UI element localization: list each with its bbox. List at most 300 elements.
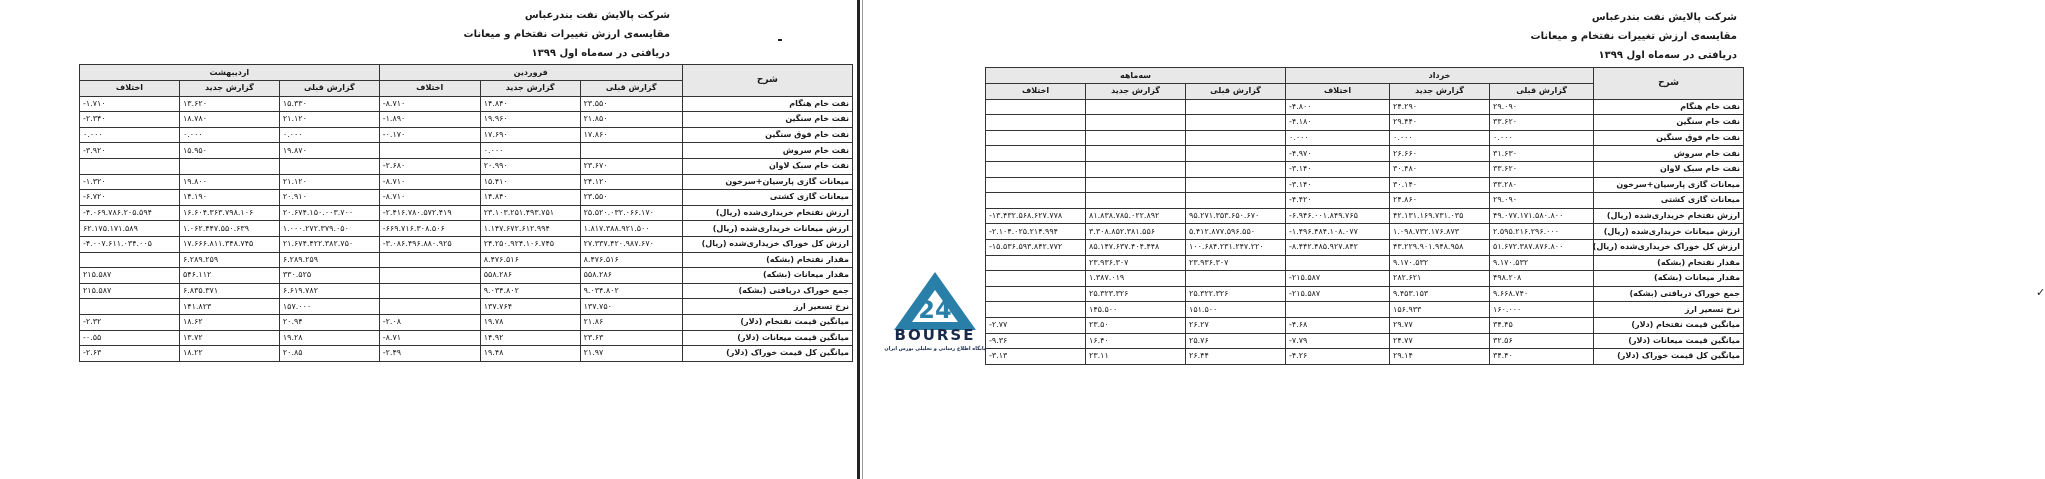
value-cell-diff xyxy=(986,271,1086,287)
value-cell-prev: ۳۲.۵۶ xyxy=(1490,333,1594,349)
table-row xyxy=(986,208,1744,224)
row-label: جمع خوراک دریافتی (بشکه) xyxy=(1594,286,1744,302)
value-cell-new: ۱۳.۶۲۰ xyxy=(179,96,279,112)
value-cell-diff: -۳.۹۲۰ xyxy=(80,143,180,159)
value-cell-prev xyxy=(580,143,682,159)
row-label: نرخ تسعیر ارز xyxy=(682,299,852,315)
row-label: میعانات گازی پارسیان+سرخون xyxy=(1594,177,1744,193)
value-cell-prev: ۲۰.۸۵ xyxy=(279,346,379,362)
value-cell-prev xyxy=(1186,271,1286,287)
value-cell-new: ۰.۰۰۰ xyxy=(1390,130,1490,146)
table-row xyxy=(986,115,1744,131)
comparison-table-right xyxy=(985,67,1744,365)
value-cell-prev: ۲۰.۹۴ xyxy=(279,314,379,330)
value-cell-prev: ۲۹.۰۹۰ xyxy=(1490,193,1594,209)
table-row xyxy=(80,314,853,330)
col-diff-header: اختلاف xyxy=(379,81,480,97)
value-cell-new xyxy=(1086,193,1186,209)
value-cell-new xyxy=(1086,177,1186,193)
value-cell-new: ۱۸.۶۲ xyxy=(179,314,279,330)
table-row xyxy=(986,333,1744,349)
value-cell-new: ۱۳۷.۷۶۴ xyxy=(480,299,580,315)
row-label: میعانات گازی کشتی xyxy=(1594,193,1744,209)
table-row xyxy=(986,146,1744,162)
value-cell-diff: -۸.۷۱۰ xyxy=(379,96,480,112)
value-cell-new xyxy=(1086,130,1186,146)
handwritten-check-mark: ✓ xyxy=(2036,286,2045,299)
value-cell-prev: ۹۵.۲۷۱.۳۵۳.۶۵۰.۶۷۰ xyxy=(1186,208,1286,224)
value-cell-prev: ۲۳.۵۵۰ xyxy=(580,96,682,112)
row-label: میانگین قیمت نفتخام (دلار) xyxy=(682,314,852,330)
bourse24-logo-icon xyxy=(880,268,990,378)
value-cell-new: ۲۹.۱۴ xyxy=(1390,349,1490,365)
value-cell-prev xyxy=(1186,193,1286,209)
value-cell-prev: ۳۳.۶۲۰ xyxy=(1490,115,1594,131)
comparison-table-left xyxy=(79,64,853,362)
value-cell-diff xyxy=(986,99,1086,115)
col-prev-header: گزارش قبلی xyxy=(279,81,379,97)
table-row xyxy=(80,112,853,128)
value-cell-new: ۰.۰۰۰ xyxy=(480,143,580,159)
value-cell-prev: ۳۴.۴۵ xyxy=(1490,317,1594,333)
value-cell-diff: -۲.۶۸۰ xyxy=(379,158,480,174)
value-cell-diff: -۳.۰۸۶.۴۹۶.۸۸۰.۹۲۵ xyxy=(379,236,480,252)
logo-wordmark: BOURSE xyxy=(894,326,976,344)
row-label: نفت خام سروش xyxy=(682,143,852,159)
value-cell-new: ۸۵.۱۴۷.۶۳۷.۴۰۴.۴۴۸ xyxy=(1086,239,1186,255)
value-cell-new: ۵۵۸.۲۸۶ xyxy=(480,268,580,284)
row-label: نفت خام فوق سنگین xyxy=(682,127,852,143)
value-cell-diff: -۴.۶۸ xyxy=(1286,317,1390,333)
value-cell-prev: ۲۳.۶۳ xyxy=(580,330,682,346)
value-cell-prev: ۳۱.۶۳۰ xyxy=(1490,146,1594,162)
row-label: ارزش نفتخام خریداری‌شده (ریال) xyxy=(1594,208,1744,224)
value-cell-prev: ۲۱.۶۷۴.۴۲۲.۳۸۲.۷۵۰ xyxy=(279,236,379,252)
table-row xyxy=(80,268,853,284)
value-cell-prev: ۵۵۸.۲۸۶ xyxy=(580,268,682,284)
value-cell-diff: -۱۵.۵۳۶.۵۹۳.۸۴۲.۷۷۲ xyxy=(986,239,1086,255)
value-cell-prev: ۲.۵۹۵.۲۱۶.۲۹۶.۰۰۰ xyxy=(1490,224,1594,240)
value-cell-diff: -۴.۱۸۰ xyxy=(1286,115,1390,131)
value-cell-diff: -۴.۰۰۷.۶۱۱.۰۳۴.۰۰۵ xyxy=(80,236,180,252)
value-cell-diff xyxy=(379,143,480,159)
value-cell-diff: ۲۱۵.۵۸۷ xyxy=(80,268,180,284)
value-cell-prev: ۲۵.۵۲۰.۰۳۲.۰۶۶.۱۷۰ xyxy=(580,205,682,221)
value-cell-diff: -۴.۲۶ xyxy=(1286,349,1390,365)
value-cell-prev xyxy=(1186,161,1286,177)
col-new-header: گزارش جدید xyxy=(480,81,580,97)
value-cell-prev: ۲۳.۹۳۶.۳۰۷ xyxy=(1186,255,1286,271)
value-cell-diff: -۱۳.۴۳۲.۵۶۸.۶۲۷.۷۷۸ xyxy=(986,208,1086,224)
value-cell-new: ۹.۱۷۰.۵۳۲ xyxy=(1390,255,1490,271)
table-row xyxy=(986,255,1744,271)
value-cell-new: ۲۸۲.۶۲۱ xyxy=(1390,271,1490,287)
value-cell-diff: -۲.۶۳ xyxy=(80,346,180,362)
value-cell-diff: -۸.۷۱۰ xyxy=(379,174,480,190)
value-cell-diff: -۱.۳۲۰ xyxy=(80,174,180,190)
value-cell-new: ۴۲.۱۳۱.۱۶۹.۷۳۱.۰۳۵ xyxy=(1390,208,1490,224)
value-cell-prev: ۸.۴۷۶.۵۱۶ xyxy=(580,252,682,268)
value-cell-diff xyxy=(80,158,180,174)
company-name: شرکت پالایش نفت بندرعباس xyxy=(1591,12,1737,23)
value-cell-prev: ۱۳۷.۷۵۰ xyxy=(580,299,682,315)
value-cell-new: ۹.۰۳۴.۸۰۲ xyxy=(480,283,580,299)
value-cell-prev: ۲۰.۶۷۴.۱۵۰.۰۰۳.۷۰۰ xyxy=(279,205,379,221)
table-row xyxy=(80,221,853,237)
value-cell-new: ۱.۰۹۸.۷۳۲.۱۷۶.۸۷۳ xyxy=(1390,224,1490,240)
value-cell-prev: ۶.۲۸۹.۲۵۹ xyxy=(279,252,379,268)
value-cell-new: ۱۸.۷۸۰ xyxy=(179,112,279,128)
table-row xyxy=(986,349,1744,365)
value-cell-diff xyxy=(379,252,480,268)
value-cell-prev xyxy=(1186,177,1286,193)
value-cell-diff: -۰.۵۵ xyxy=(80,330,180,346)
value-cell-new: ۱۶.۴۰ xyxy=(1086,333,1186,349)
value-cell-new: ۱۳.۷۲ xyxy=(179,330,279,346)
value-cell-prev: ۲۱.۱۲۰ xyxy=(279,174,379,190)
value-cell-prev: ۱.۸۱۷.۳۸۸.۹۲۱.۵۰۰ xyxy=(580,221,682,237)
value-cell-prev: ۲۵.۷۶ xyxy=(1186,333,1286,349)
value-cell-diff: -۸.۷۱ xyxy=(379,330,480,346)
value-cell-diff: -۳.۱۴۰ xyxy=(1286,177,1390,193)
row-label: نفت خام هنگام xyxy=(682,96,852,112)
value-cell-diff: -۲.۳۴۰ xyxy=(80,112,180,128)
table-row xyxy=(80,174,853,190)
value-cell-new xyxy=(1086,161,1186,177)
table-row xyxy=(986,317,1744,333)
value-cell-prev: ۵۱.۶۷۲.۳۸۷.۸۷۶.۸۰۰ xyxy=(1490,239,1594,255)
value-cell-prev: ۴۹.۰۷۷.۱۷۱.۵۸۰.۸۰۰ xyxy=(1490,208,1594,224)
value-cell-diff xyxy=(986,161,1086,177)
value-cell-diff: ۶۲.۱۷۵.۱۷۱.۵۸۹ xyxy=(80,221,180,237)
value-cell-new xyxy=(1086,99,1186,115)
value-cell-diff: -۶۶۹.۷۱۶.۳۰۸.۵۰۶ xyxy=(379,221,480,237)
row-label: مقدار نفتخام (بشکه) xyxy=(682,252,852,268)
row-label: میانگین کل قیمت خوراک (دلار) xyxy=(682,346,852,362)
value-cell-diff xyxy=(986,130,1086,146)
value-cell-prev: ۲۳.۶۷۰ xyxy=(580,158,682,174)
table-row xyxy=(80,96,853,112)
value-cell-new: ۳.۳۰۸.۸۵۲.۳۸۱.۵۵۶ xyxy=(1086,224,1186,240)
value-cell-prev: ۲۱.۸۵۰ xyxy=(580,112,682,128)
value-cell-prev: ۴۹۸.۲۰۸ xyxy=(1490,271,1594,287)
row-label: مقدار میعانات (بشکه) xyxy=(682,268,852,284)
row-label: نفت خام سنگین xyxy=(682,112,852,128)
col-diff-header: اختلاف xyxy=(80,81,180,97)
value-cell-prev xyxy=(1186,99,1286,115)
col-prev-header: گزارش قبلی xyxy=(1186,84,1286,100)
value-cell-prev: ۲۵.۳۲۲.۳۲۶ xyxy=(1186,286,1286,302)
value-cell-diff xyxy=(80,252,180,268)
col-new-header: گزارش جدید xyxy=(179,81,279,97)
value-cell-new: ۱۹.۹۶۰ xyxy=(480,112,580,128)
value-cell-diff: -۴.۰۶۹.۷۸۶.۲۰۵.۵۹۴ xyxy=(80,205,180,221)
value-cell-diff: -۳.۱۴۰ xyxy=(1286,161,1390,177)
row-label: میانگین کل قیمت خوراک (دلار) xyxy=(1594,349,1744,365)
value-cell-diff: -۶.۷۲۰ xyxy=(80,190,180,206)
table-row xyxy=(80,236,853,252)
value-cell-diff: -۴.۴۲۰ xyxy=(1286,193,1390,209)
value-cell-new: ۰.۰۰۰ xyxy=(179,127,279,143)
value-cell-diff: -۷.۷۹ xyxy=(1286,333,1390,349)
col-diff-header: اختلاف xyxy=(986,84,1086,100)
value-cell-new: ۱۹.۷۸ xyxy=(480,314,580,330)
value-cell-new: ۱۵.۹۵۰ xyxy=(179,143,279,159)
row-label: ارزش میعانات خریداری‌شده (ریال) xyxy=(1594,224,1744,240)
value-cell-diff xyxy=(986,115,1086,131)
value-cell-new: ۱.۰۶۲.۴۴۷.۵۵۰.۶۳۹ xyxy=(179,221,279,237)
row-label: نرخ تسعیر ارز xyxy=(1594,302,1744,318)
value-cell-prev: ۲۳.۵۵۰ xyxy=(580,190,682,206)
value-cell-new: ۳۰.۴۸۰ xyxy=(1390,161,1490,177)
value-cell-new: ۱۴.۸۴۰ xyxy=(480,96,580,112)
row-label: ارزش کل خوراک خریداری‌شده (ریال) xyxy=(1594,239,1744,255)
value-cell-new: ۱۵.۴۱۰ xyxy=(480,174,580,190)
value-cell-new: ۱۷.۶۹۰ xyxy=(480,127,580,143)
table-row xyxy=(986,286,1744,302)
value-cell-new: ۲۳.۹۳۶.۳۰۷ xyxy=(1086,255,1186,271)
col-diff-header: اختلاف xyxy=(1286,84,1390,100)
value-cell-new: ۲۴.۲۹۰ xyxy=(1390,99,1490,115)
month-header: اردیبهشت xyxy=(80,65,380,81)
value-cell-new: ۱۴۵.۵۰۰ xyxy=(1086,302,1186,318)
value-cell-diff: ۲۱۵.۵۸۷ xyxy=(80,283,180,299)
value-cell-prev: ۶.۶۱۹.۷۸۲ xyxy=(279,283,379,299)
value-cell-diff xyxy=(1286,255,1390,271)
value-cell-diff xyxy=(986,193,1086,209)
table-row xyxy=(986,271,1744,287)
value-cell-diff xyxy=(1286,302,1390,318)
value-cell-diff xyxy=(986,146,1086,162)
value-cell-new: ۱۸.۲۲ xyxy=(179,346,279,362)
value-cell-prev: ۲۶.۲۷ xyxy=(1186,317,1286,333)
value-cell-new: ۲۹.۴۴۰ xyxy=(1390,115,1490,131)
value-cell-new: ۱۴.۸۴۰ xyxy=(480,190,580,206)
value-cell-diff xyxy=(986,255,1086,271)
value-cell-diff xyxy=(379,283,480,299)
value-cell-prev: ۲۰.۹۱۰ xyxy=(279,190,379,206)
value-cell-prev: ۰.۰۰۰ xyxy=(1490,130,1594,146)
value-cell-prev xyxy=(1186,115,1286,131)
value-cell-prev: ۱۷.۸۶۰ xyxy=(580,127,682,143)
row-label: جمع خوراک دریافتی (بشکه) xyxy=(682,283,852,299)
col-new-header: گزارش جدید xyxy=(1086,84,1186,100)
value-cell-diff: -۲.۷۷ xyxy=(986,317,1086,333)
value-cell-diff: -۲.۳۲ xyxy=(80,314,180,330)
table-row xyxy=(80,283,853,299)
table-row xyxy=(80,205,853,221)
value-cell-diff: -۲۱۵.۵۸۷ xyxy=(1286,271,1390,287)
value-cell-prev: ۲۱.۸۶ xyxy=(580,314,682,330)
value-cell-diff: -۰.۱۷۰ xyxy=(379,127,480,143)
row-label: نفت خام سبک لاوان xyxy=(682,158,852,174)
value-cell-diff: ۰.۰۰۰ xyxy=(80,127,180,143)
value-cell-diff: -۸.۴۴۲.۴۸۵.۹۲۷.۸۴۲ xyxy=(1286,239,1390,255)
value-cell-new: ۱.۳۸۷.۰۱۹ xyxy=(1086,271,1186,287)
company-name: شرکت پالایش نفت بندرعباس xyxy=(524,10,670,21)
value-cell-new: ۲۰.۹۹۰ xyxy=(480,158,580,174)
value-cell-new: ۱۹.۸۰۰ xyxy=(179,174,279,190)
row-label: ارزش کل خوراک خریداری‌شده (ریال) xyxy=(682,236,852,252)
value-cell-prev xyxy=(279,158,379,174)
value-cell-diff: -۱.۴۹۶.۴۸۴.۱۰۸.۰۷۷ xyxy=(1286,224,1390,240)
value-cell-new: ۱۷.۶۶۶.۸۱۱.۳۴۸.۷۴۵ xyxy=(179,236,279,252)
value-cell-prev: ۹.۶۶۸.۷۴۰ xyxy=(1490,286,1594,302)
value-cell-prev: ۹.۱۷۰.۵۳۲ xyxy=(1490,255,1594,271)
row-label: میانگین قیمت میعانات (دلار) xyxy=(682,330,852,346)
row-label: ارزش میعانات خریداری‌شده (ریال) xyxy=(682,221,852,237)
value-cell-new: ۸۱.۸۳۸.۷۸۵.۰۲۲.۸۹۲ xyxy=(1086,208,1186,224)
value-cell-diff: -۹.۳۶ xyxy=(986,333,1086,349)
value-cell-diff xyxy=(986,177,1086,193)
month-header: خرداد xyxy=(1286,68,1594,84)
value-cell-diff: -۱.۷۱۰ xyxy=(80,96,180,112)
value-cell-diff: ۰.۰۰۰ xyxy=(1286,130,1390,146)
value-cell-prev: ۱۹.۲۸ xyxy=(279,330,379,346)
value-cell-prev: ۲۱.۹۷ xyxy=(580,346,682,362)
value-cell-new: ۲۶.۶۶۰ xyxy=(1390,146,1490,162)
row-label: مقدار نفتخام (بشکه) xyxy=(1594,255,1744,271)
value-cell-new: ۲۹.۷۷ xyxy=(1390,317,1490,333)
value-cell-new xyxy=(1086,115,1186,131)
row-label: نفت خام فوق سنگین xyxy=(1594,130,1744,146)
value-cell-new: ۲۴.۷۷ xyxy=(1390,333,1490,349)
row-label: مقدار میعانات (بشکه) xyxy=(1594,271,1744,287)
table-row xyxy=(986,193,1744,209)
value-cell-prev: ۲۹.۰۹۰ xyxy=(1490,99,1594,115)
value-cell-prev: ۱۵۱.۵۰۰ xyxy=(1186,302,1286,318)
table-row xyxy=(80,127,853,143)
value-cell-diff xyxy=(986,302,1086,318)
value-cell-new: ۶.۲۸۹.۲۵۹ xyxy=(179,252,279,268)
desc-header: شرح xyxy=(682,65,852,97)
value-cell-prev xyxy=(1186,130,1286,146)
value-cell-prev: ۱۶۰.۰۰۰ xyxy=(1490,302,1594,318)
value-cell-new: ۵۴۶.۱۱۲ xyxy=(179,268,279,284)
table-row xyxy=(986,302,1744,318)
value-cell-prev: ۱۰۰.۶۸۴.۲۳۱.۲۴۷.۲۲۰ xyxy=(1186,239,1286,255)
value-cell-new: ۶.۸۳۵.۳۷۱ xyxy=(179,283,279,299)
report-period: دریافتی در سه‌ماه اول ۱۳۹۹ xyxy=(531,48,670,59)
table-row xyxy=(80,330,853,346)
row-label: نفت خام سنگین xyxy=(1594,115,1744,131)
value-cell-prev: ۳۴.۴۰ xyxy=(1490,349,1594,365)
right-report-page xyxy=(861,0,2045,479)
table-row xyxy=(986,130,1744,146)
left-report-page xyxy=(0,0,858,479)
row-label: نفت خام سروش xyxy=(1594,146,1744,162)
value-cell-diff xyxy=(80,299,180,315)
value-cell-prev: ۲۴.۱۲۰ xyxy=(580,174,682,190)
value-cell-new: ۱۵۶.۹۳۳ xyxy=(1390,302,1490,318)
value-cell-prev: ۱.۰۰۰.۲۷۲.۳۷۹.۰۵۰ xyxy=(279,221,379,237)
report-title: مقایسه‌ی ارزش تغییرات نفتخام و میعانات xyxy=(1530,31,1737,42)
value-cell-new xyxy=(179,158,279,174)
value-cell-prev: ۳۳.۶۲۰ xyxy=(1490,161,1594,177)
col-new-header: گزارش جدید xyxy=(1390,84,1490,100)
report-title: مقایسه‌ی ارزش تغییرات نفتخام و میعانات xyxy=(463,29,670,40)
value-cell-prev: ۹.۰۳۴.۸۰۲ xyxy=(580,283,682,299)
value-cell-new: ۴۳.۲۲۹.۹۰۱.۹۴۸.۹۵۸ xyxy=(1390,239,1490,255)
row-label: ارزش نفتخام خریداری‌شده (ریال) xyxy=(682,205,852,221)
value-cell-new: ۳۰.۱۴۰ xyxy=(1390,177,1490,193)
table-row xyxy=(80,252,853,268)
value-cell-prev: ۳۳۰.۵۲۵ xyxy=(279,268,379,284)
value-cell-prev xyxy=(1186,146,1286,162)
value-cell-diff: -۱.۸۹۰ xyxy=(379,112,480,128)
value-cell-diff: -۲.۴۹ xyxy=(379,346,480,362)
table-row xyxy=(986,177,1744,193)
value-cell-diff: -۲.۱۰۴.۰۲۵.۲۱۴.۹۹۴ xyxy=(986,224,1086,240)
value-cell-diff: -۲.۴۱۶.۷۸۰.۵۷۲.۴۱۹ xyxy=(379,205,480,221)
value-cell-new: ۱۴۱.۸۲۳ xyxy=(179,299,279,315)
col-prev-header: گزارش قبلی xyxy=(580,81,682,97)
page-fold xyxy=(857,0,860,479)
value-cell-new: ۸.۴۷۶.۵۱۶ xyxy=(480,252,580,268)
value-cell-new: ۲۵.۳۲۳.۳۲۶ xyxy=(1086,286,1186,302)
report-header xyxy=(1531,8,1737,65)
month-header: سه‌ماهه xyxy=(986,68,1286,84)
value-cell-new: ۱.۱۴۷.۶۷۲.۶۱۲.۹۹۴ xyxy=(480,221,580,237)
row-label: میعانات گازی کشتی xyxy=(682,190,852,206)
table-row xyxy=(80,143,853,159)
value-cell-new: ۱۶.۶۰۴.۳۶۳.۷۹۸.۱۰۶ xyxy=(179,205,279,221)
row-label: میانگین قیمت میعانات (دلار) xyxy=(1594,333,1744,349)
row-label: نفت خام سبک لاوان xyxy=(1594,161,1744,177)
table-row xyxy=(80,299,853,315)
value-cell-new: ۲۳.۵۰ xyxy=(1086,317,1186,333)
report-header xyxy=(464,6,670,63)
desc-header: شرح xyxy=(1594,68,1744,100)
value-cell-prev: ۱۵۷.۰۰۰ xyxy=(279,299,379,315)
col-prev-header: گزارش قبلی xyxy=(1490,84,1594,100)
value-cell-diff: -۲۱۵.۵۸۷ xyxy=(1286,286,1390,302)
value-cell-new: ۹.۴۵۳.۱۵۳ xyxy=(1390,286,1490,302)
value-cell-new: ۱۴.۱۹۰ xyxy=(179,190,279,206)
value-cell-diff: -۶.۹۴۶.۰۰۱.۸۴۹.۷۶۵ xyxy=(1286,208,1390,224)
value-cell-diff: -۴.۸۰۰ xyxy=(1286,99,1390,115)
table-row xyxy=(986,99,1744,115)
value-cell-new: ۲۳.۱۰۳.۲۵۱.۴۹۳.۷۵۱ xyxy=(480,205,580,221)
value-cell-new: ۲۳.۱۱ xyxy=(1086,349,1186,365)
month-header: فروردین xyxy=(379,65,682,81)
value-cell-diff: -۲.۰۸ xyxy=(379,314,480,330)
value-cell-prev: ۵.۴۱۲.۸۷۷.۵۹۶.۵۵۰ xyxy=(1186,224,1286,240)
value-cell-prev: ۱۵.۳۳۰ xyxy=(279,96,379,112)
scan-speck xyxy=(778,39,782,41)
value-cell-new: ۲۴.۸۶۰ xyxy=(1390,193,1490,209)
logo-number: 24 xyxy=(918,296,952,324)
value-cell-diff xyxy=(379,268,480,284)
value-cell-new: ۱۴.۹۲ xyxy=(480,330,580,346)
value-cell-prev: ۱۹.۸۷۰ xyxy=(279,143,379,159)
row-label: میعانات گازی پارسیان+سرخون xyxy=(682,174,852,190)
value-cell-diff xyxy=(379,299,480,315)
table-row xyxy=(986,161,1744,177)
value-cell-prev: ۲۱.۱۲۰ xyxy=(279,112,379,128)
value-cell-new: ۲۴.۲۵۰.۹۲۴.۱۰۶.۷۴۵ xyxy=(480,236,580,252)
value-cell-prev: ۳۳.۲۸۰ xyxy=(1490,177,1594,193)
report-period: دریافتی در سه‌ماه اول ۱۳۹۹ xyxy=(1598,50,1737,61)
logo-tagline: پایگاه اطلاع رسانی و تحلیلی بورس ایران xyxy=(884,346,986,352)
value-cell-diff: -۸.۷۱۰ xyxy=(379,190,480,206)
value-cell-prev: ۰.۰۰۰ xyxy=(279,127,379,143)
table-row xyxy=(80,190,853,206)
value-cell-diff: -۴.۹۷۰ xyxy=(1286,146,1390,162)
table-row xyxy=(80,158,853,174)
value-cell-diff xyxy=(986,286,1086,302)
row-label: میانگین قیمت نفتخام (دلار) xyxy=(1594,317,1744,333)
